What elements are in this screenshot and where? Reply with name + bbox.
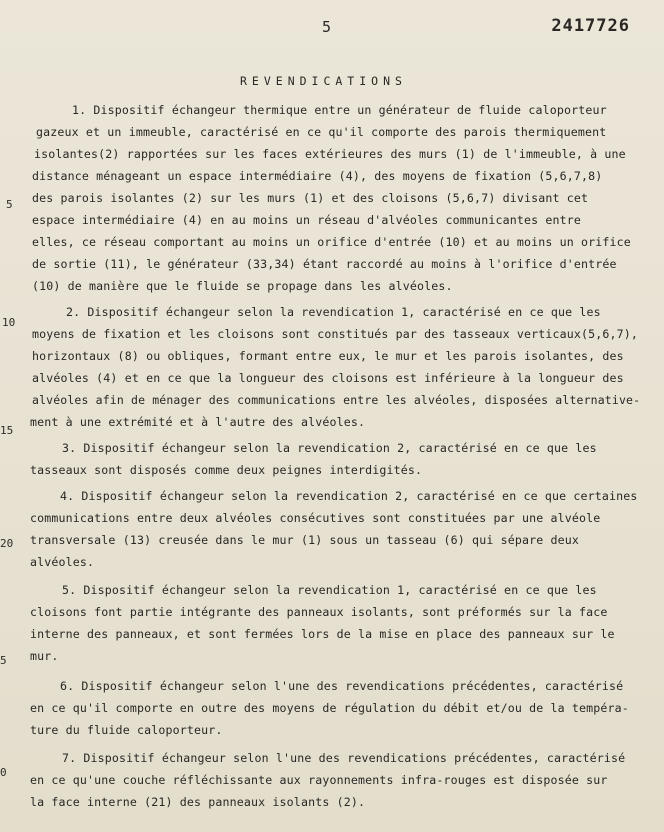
- claim-line: ture du fluide caloporteur.: [30, 723, 223, 737]
- margin-line-number: 10: [2, 316, 16, 329]
- claim-line: tasseaux sont disposés comme deux peignes interdigités.: [30, 463, 423, 477]
- claim-line: ment à une extrémité et à l'autre des alvéoles.: [30, 415, 366, 429]
- claim-line: cloisons font partie intégrante des panneaux isolants, sont préformés sur la face: [30, 605, 608, 619]
- claim-line: 4. Dispositif échangeur selon la revendication 2, caractérisé en ce que certaines: [60, 489, 638, 503]
- claim-line: communications entre deux alvéoles consécutives sont constituées par une alvéole: [30, 511, 601, 525]
- claim-line: en ce qu'il comporte en outre des moyens de régulation du débit et/ou de la tempéra-: [30, 701, 629, 715]
- claim-line: 3. Dispositif échangeur selon la revendication 2, caractérisé en ce que les: [62, 441, 597, 455]
- claim-line: moyens de fixation et les cloisons sont constitués par des tasseaux verticaux(5,6,7),: [32, 327, 639, 341]
- margin-line-number: 15: [0, 424, 14, 437]
- margin-line-number: 5: [6, 198, 13, 211]
- claim-line: mur.: [30, 649, 59, 663]
- claim-line: espace intermédiaire (4) en au moins un réseau d'alvéoles communicantes entre: [32, 213, 582, 227]
- margin-line-number: 20: [0, 537, 14, 550]
- claim-line: isolantes(2) rapportées sur les faces extérieures des murs (1) de l'immeuble, à une: [34, 147, 626, 161]
- claim-line: de sortie (11), le générateur (33,34) étant raccordé au moins à l'orifice d'entrée: [32, 257, 617, 271]
- claim-line: interne des panneaux, et sont fermées lors de la mise en place des panneaux sur le: [30, 627, 615, 641]
- claims-heading: REVENDICATIONS: [240, 74, 407, 88]
- margin-line-number: 0: [0, 766, 7, 779]
- claim-line: alvéoles.: [30, 555, 95, 569]
- claim-line: 7. Dispositif échangeur selon l'une des revendications précédentes, caractérisé: [62, 751, 626, 765]
- margin-line-number: 5: [0, 654, 7, 667]
- claim-line: la face interne (21) des panneaux isolants (2).: [30, 795, 366, 809]
- claim-line: gazeux et un immeuble, caractérisé en ce qu'il comporte des parois thermiquement: [36, 125, 607, 139]
- claim-line: 2. Dispositif échangeur selon la revendication 1, caractérisé en ce que les: [66, 305, 601, 319]
- claim-line: en ce qu'une couche réfléchissante aux rayonnements infra-rouges est disposée sur: [30, 773, 608, 787]
- claim-line: distance ménageant un espace intermédiaire (4), des moyens de fixation (5,6,7,8): [32, 169, 603, 183]
- page-number: 5: [322, 18, 332, 36]
- claim-line: 1. Dispositif échangeur thermique entre un générateur de fluide caloporteur: [72, 103, 607, 117]
- claim-line: elles, ce réseau comportant au moins un orifice d'entrée (10) et au moins un orifice: [32, 235, 631, 249]
- claim-line: alvéoles (4) et en ce que la longueur des cloisons est inférieure à la longueur des: [32, 371, 624, 385]
- claim-line: des parois isolantes (2) sur les murs (1) et des cloisons (5,6,7) divisant cet: [32, 191, 589, 205]
- claim-line: alvéoles afin de ménager des communications entre les alvéoles, disposées alternative-: [32, 393, 641, 407]
- claim-line: 5. Dispositif échangeur selon la revendication 1, caractérisé en ce que les: [62, 583, 597, 597]
- claim-line: transversale (13) creusée dans le mur (1) sous un tasseau (6) qui sépare deux: [30, 533, 580, 547]
- claim-line: horizontaux (8) ou obliques, formant entre eux, le mur et les parois isolantes, des: [32, 349, 624, 363]
- claim-line: 6. Dispositif échangeur selon l'une des revendications précédentes, caractérisé: [60, 679, 624, 693]
- document-number: 2417726: [551, 16, 630, 36]
- claim-line: (10) de manière que le fluide se propage dans les alvéoles.: [32, 279, 453, 293]
